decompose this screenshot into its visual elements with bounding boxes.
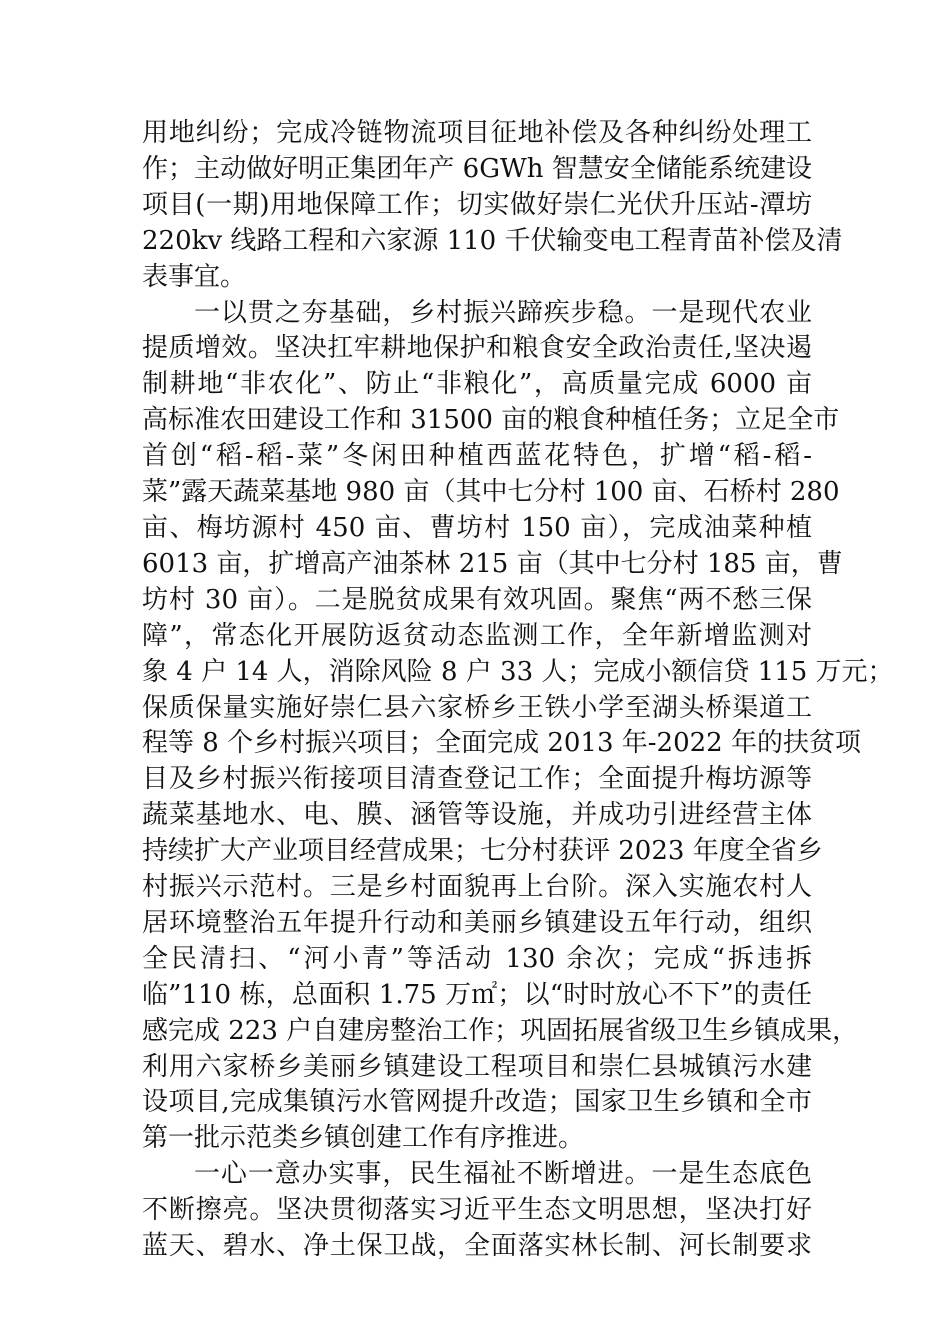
text-line: 蔬菜基地水、电、膜、涵管等设施，并成功引进经营主体 — [142, 800, 812, 831]
text-line: 不断擦亮。坚决贯彻落实习近平生态文明思想，坚决打好 — [142, 1195, 812, 1226]
text-line: 全民清扫、“河小青”等活动 130 余次；完成“拆违拆 — [142, 943, 812, 974]
text-line: 设项目,完成集镇污水管网提升改造；国家卫生乡镇和全市 — [142, 1087, 812, 1118]
paragraph-land-dispute — [142, 116, 843, 296]
text-line: 一以贯之夯基础，乡村振兴蹄疾步稳。一是现代农业 — [194, 297, 812, 328]
text-line: 居环境整治五年提升行动和美丽乡镇建设五年行动，组织 — [142, 907, 812, 938]
document-body — [142, 116, 894, 1265]
text-line: 村振兴示范村。三是乡村面貌再上台阶。深入实施农村人 — [142, 872, 812, 903]
text-line: 临”110 栋，总面积 1.75 万㎡；以“时时放心不下”的责任 — [142, 979, 812, 1010]
text-line: 表事宜。 — [142, 261, 247, 292]
text-line: 项目(一期)用地保障工作；切实做好崇仁光伏升压站-潭坊 — [142, 189, 812, 220]
text-line: 提质增效。坚决扛牢耕地保护和粮食安全政治责任,坚决遏 — [142, 333, 812, 364]
text-line: 保质保量实施好崇仁县六家桥乡王铁小学至湖头桥渠道工 — [142, 692, 812, 723]
text-line: 亩、梅坊源村 450 亩、曹坊村 150 亩），完成油菜种植 — [142, 512, 812, 543]
text-line: 程等 8 个乡村振兴项目；全面完成 2013 年-2022 年的扶贫项 — [142, 728, 861, 759]
text-line: 障”，常态化开展防返贫动态监测工作，全年新增监测对 — [142, 620, 812, 651]
text-line: 蓝天、碧水、净土保卫战，全面落实林长制、河长制要求 — [142, 1231, 812, 1262]
text-line: 感完成 223 户自建房整治工作；巩固拓展省级卫生乡镇成果， — [142, 1015, 859, 1046]
text-line: 第一批示范类乡镇创建工作有序推进。 — [142, 1123, 585, 1154]
text-line: 一心一意办实事，民生福祉不断增进。一是生态底色 — [194, 1159, 812, 1190]
text-line: 220kv 线路工程和六家源 110 千伏输变电工程青苗补偿及清 — [142, 225, 843, 256]
text-line: 制耕地“非农化”、防止“非粮化”，高质量完成 6000 亩 — [142, 369, 812, 400]
text-line: 用地纠纷；完成冷链物流项目征地补偿及各种纠纷处理工 — [142, 118, 812, 148]
text-line: 菜”露天蔬菜基地 980 亩（其中七分村 100 亩、石桥村 280 — [142, 477, 840, 508]
text-line: 象 4 户 14 人，消除风险 8 户 33 人；完成小额信贷 115 万元； — [142, 656, 894, 687]
text-line: 高标准农田建设工作和 31500 亩的粮食种植任务；立足全市 — [142, 405, 840, 436]
text-line: 持续扩大产业项目经营成果；七分村获评 2023 年度全省乡 — [142, 836, 823, 867]
paragraph-rural-revitalization — [142, 296, 894, 1158]
text-line: 坊村 30 亩）。二是脱贫成果有效巩固。聚焦“两不愁三保 — [142, 584, 812, 615]
text-line: 作；主动做好明正集团年产 6GWh 智慧安全储能系统建设 — [142, 153, 812, 184]
text-line: 首创“稻-稻-菜”冬闲田种植西蓝花特色，扩增“稻-稻- — [142, 441, 812, 472]
text-line: 6013 亩，扩增高产油茶林 215 亩（其中七分村 185 亩，曹 — [142, 548, 843, 579]
text-line: 利用六家桥乡美丽乡镇建设工程项目和崇仁县城镇污水建 — [142, 1051, 812, 1082]
paragraph-livelihood — [142, 1157, 812, 1265]
text-line: 目及乡村振兴衔接项目清查登记工作；全面提升梅坊源等 — [142, 764, 812, 795]
